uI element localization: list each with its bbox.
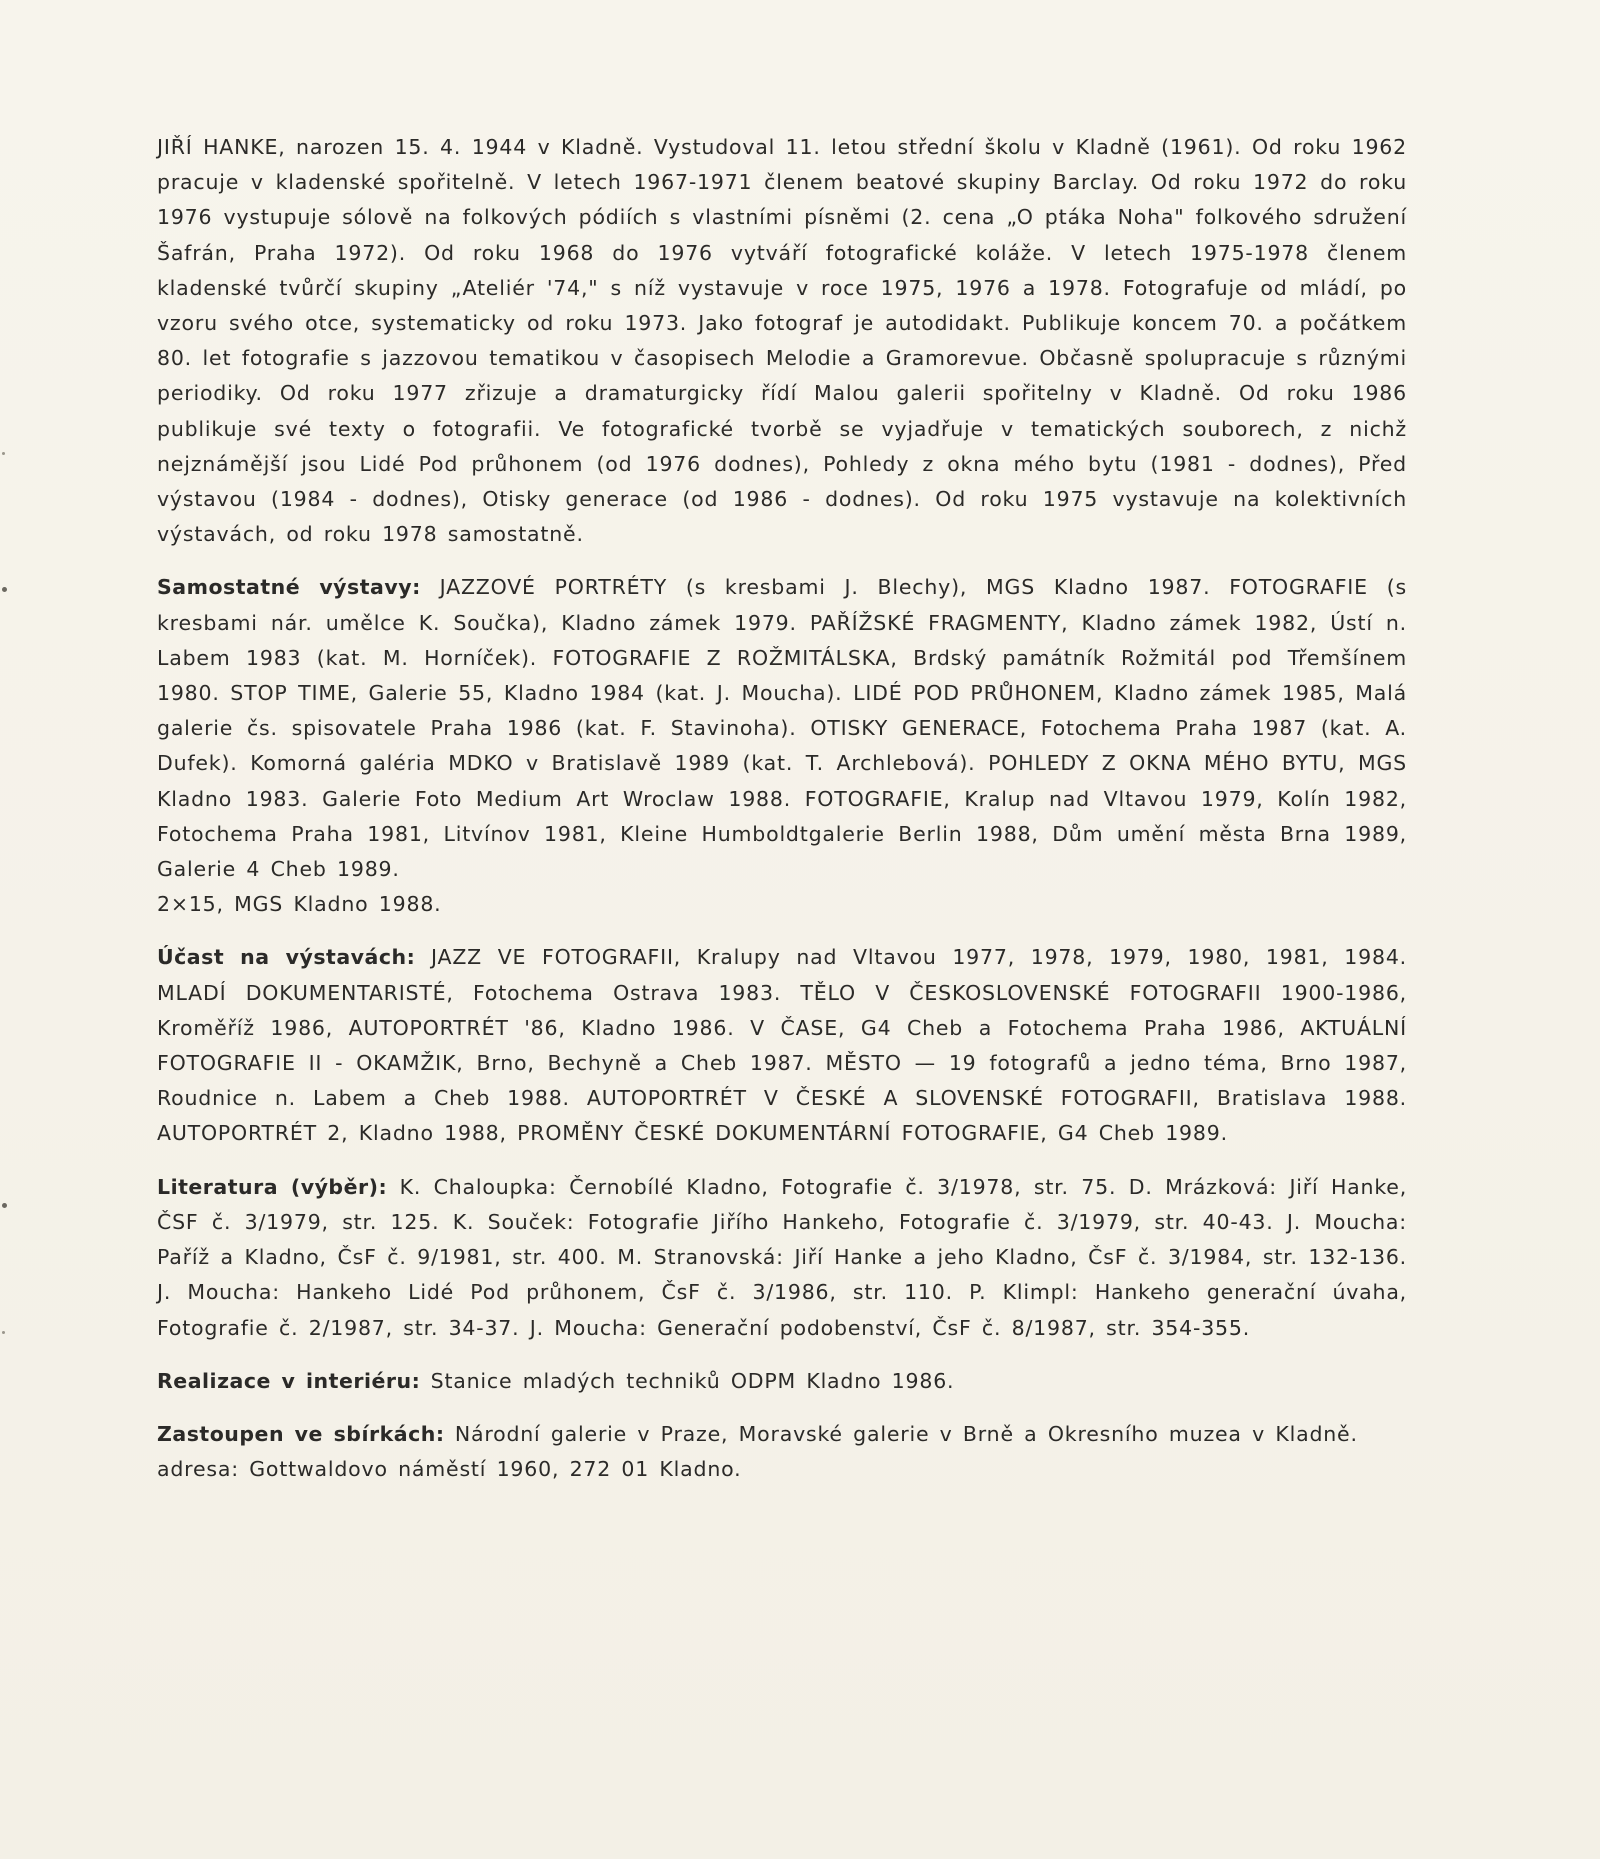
collections-label: Zastoupen ve sbírkách: xyxy=(157,1421,445,1446)
page-edge-mark xyxy=(2,587,7,592)
literature-text: K. Chaloupka: Černobílé Kladno, Fotografie č. 3/1978, str. 75. D. Mrázková: Jiří Hanke, ČSF č. 3/1979, str. 125. K. Souček: Fotografie Jiřího Hankeho, Fotografie č. 3/1979, str. 40-43. J. Moucha: Paříž a Kladno, ČsF č. 9/1981, str. 400. M. Stranovská: Jiří Hanke a jeho Kladno, ČsF č. 3/1984, str. 132-136. J. Moucha: Hankeho Lidé Pod průhonem, ČsF č. 3/1986, str. 110. P. Klimpl: Hankeho generační úvaha, Fotografie č. 2/1987, str. 34-37. J. Moucha: Generační podobenství, ČsF č. 8/1987, str. 354-355. xyxy=(157,1174,1408,1340)
collections-text: Národní galerie v Praze, Moravské galerie v Brně a Okresního muzea v Kladně. xyxy=(444,1421,1358,1446)
literature-label: Literatura (výběr): xyxy=(157,1174,388,1199)
interior-text: Stanice mladých techniků ODPM Kladno 1986. xyxy=(420,1368,955,1393)
interior-paragraph xyxy=(157,1364,1407,1399)
solo-exhibitions-extra: 2×15, MGS Kladno 1988. xyxy=(157,892,442,917)
address-line: adresa: Gottwaldovo náměstí 1960, 272 01 Kladno. xyxy=(157,1457,742,1482)
interior-label: Realizace v interiéru: xyxy=(157,1368,421,1393)
solo-exhibitions-label: Samostatné výstavy: xyxy=(157,575,421,600)
solo-exhibitions-text: JAZZOVÉ PORTRÉTY (s kresbami J. Blechy), MGS Kladno 1987. FOTOGRAFIE (s kresbami nár. umělce K. Součka), Kladno zámek 1979. PAŘÍŽSKÉ FRAGMENTY, Kladno zámek 1982, Ústí n. Labem 1983 (kat. M. Horníček). FOTOGRAFIE Z ROŽMITÁLSKA, Brdský památník Rožmitál pod Třemšínem 1980. STOP TIME, Galerie 55, Kladno 1984 (kat. J. Moucha). LIDÉ POD PRŮHONEM, Kladno zámek 1985, Malá galerie čs. spisovatele Praha 1986 (kat. F. Stavinoha). OTISKY GENERACE, Fotochema Praha 1987 (kat. A. Dufek). Komorná galéria MDKO v Bratislavě 1989 (kat. T. Archlebová). POHLEDY Z OKNA MÉHO BYTU, MGS Kladno 1983. Galerie Foto Medium Art Wroclaw 1988. FOTOGRAFIE, Kralup nad Vltavou 1979, Kolín 1982, Fotochema Praha 1981, Litvínov 1981, Kleine Humboldtgalerie Berlin 1988, Dům umění města Brna 1989, Galerie 4 Cheb 1989. xyxy=(157,575,1407,882)
group-exhibitions-label: Účast na výstavách: xyxy=(157,945,416,970)
page-edge-mark xyxy=(2,1203,7,1208)
literature-paragraph xyxy=(157,1170,1407,1346)
group-exhibitions-text: JAZZ VE FOTOGRAFII, Kralupy nad Vltavou 1977, 1978, 1979, 1980, 1981, 1984. MLADÍ DOKUMENTARISTÉ, Fotochema Ostrava 1983. TĚLO V ČESKOSLOVENSKÉ FOTOGRAFII 1900-1986, Kroměříž 1986, AUTOPORTRÉT '86, Kladno 1986. V ČASE, G4 Cheb a Fotochema Praha 1986, AKTUÁLNÍ FOTOGRAFIE II - OKAMŽIK, Brno, Bechyně a Cheb 1987. MĚSTO — 19 fotografů a jedno téma, Brno 1987, Roudnice n. Labem a Cheb 1988. AUTOPORTRÉT V ČESKÉ A SLOVENSKÉ FOTOGRAFII, Bratislava 1988. AUTOPORTRÉT 2, Kladno 1988, PROMĚNY ČESKÉ DOKUMENTÁRNÍ FOTOGRAFIE, G4 Cheb 1989. xyxy=(157,945,1407,1146)
collections-paragraph xyxy=(157,1417,1407,1487)
bio-paragraph xyxy=(157,130,1407,552)
solo-exhibitions-paragraph xyxy=(157,570,1407,922)
biography-text xyxy=(157,130,1407,1487)
bio-text: JIŘÍ HANKE, narozen 15. 4. 1944 v Kladně. Vystudoval 11. letou střední školu v Kladně (1961). Od roku 1962 pracuje v kladenské spořitelně. V letech 1967-1971 členem beatové skupiny Barclay. Od roku 1972 do roku 1976 vystupuje sólově na folkových pódiích s vlastními písněmi (2. cena „O ptáka Noha" folkového sdružení Šafrán, Praha 1972). Od roku 1968 do 1976 vytváří fotografické koláže. V letech 1975-1978 členem kladenské tvůrčí skupiny „Ateliér '74," s níž vystavuje v roce 1975, 1976 a 1978. Fotografuje od mládí, po vzoru svého otce, systematicky od roku 1973. Jako fotograf je autodidakt. Publikuje koncem 70. a počátkem 80. let fotografie s jazzovou tematikou v časopisech Melodie a Gramorevue. Občasně spolupracuje s různými periodiky. Od roku 1977 zřizuje a dramaturgicky řídí Malou galerii spořitelny v Kladně. Od roku 1986 publikuje své texty o fotografii. Ve fotografické tvorbě se vyjadřuje v tematických souborech, z nichž nejznámější jsou Lidé Pod průhonem (od 1976 dodnes), Pohledy z okna mého bytu (1981 - dodnes), Před výstavou (1984 - dodnes), Otisky generace (od 1986 - dodnes). Od roku 1975 vystavuje na kolektivních výstavách, od roku 1978 samostatně. xyxy=(157,135,1407,547)
group-exhibitions-paragraph xyxy=(157,940,1407,1151)
page-edge-mark xyxy=(2,1331,5,1334)
page-edge-mark xyxy=(2,452,5,455)
